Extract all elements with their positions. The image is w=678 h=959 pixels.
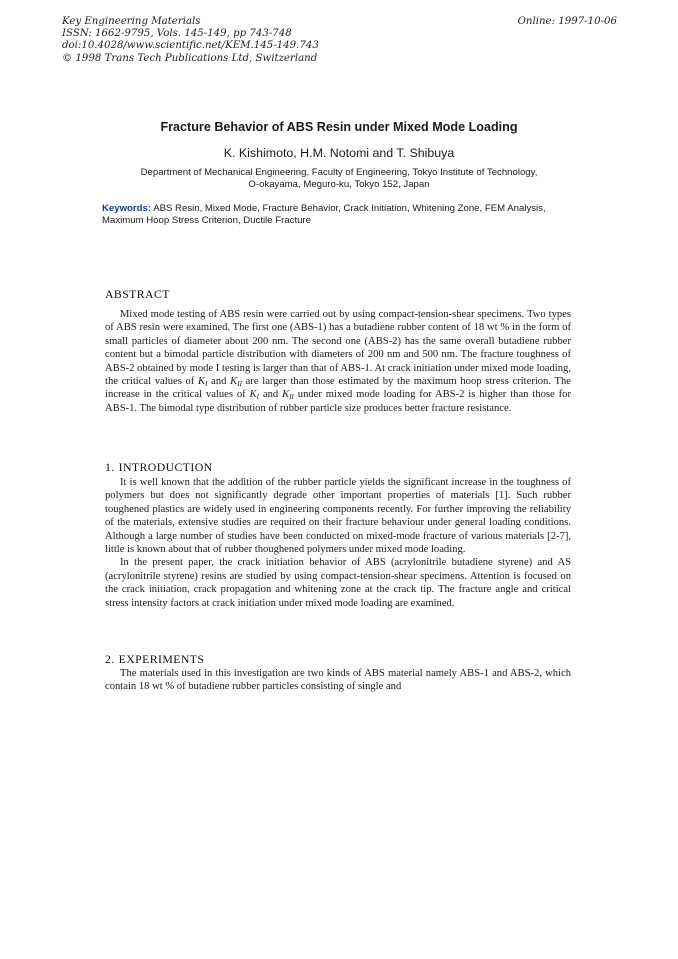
affiliation-line-2: O-okayama, Meguro-ku, Tokyo 152, Japan xyxy=(248,179,430,191)
introduction-number: 1. xyxy=(105,460,115,474)
experiments-text xyxy=(105,667,571,694)
abstract-paragraph xyxy=(105,308,571,415)
keywords-block xyxy=(102,203,580,227)
symbol-K-II xyxy=(230,376,242,387)
introduction-heading xyxy=(105,460,213,475)
journal-header xyxy=(62,16,319,65)
abstract-text-part-1: Mixed mode testing of ABS resin were carried out by using compact-tension-shear specimens. Two types of ABS resin were examined. The first one (ABS-1) has a butadiene rubber content of 18 wt % in the form of small particles of diameter about 200 nm. The second one (ABS-2) has the same overall butadiene rubber content but a bimodal particle distribution with diameters of 200 nm and 500 nm. The fracture toughness of ABS-2 obtained by mode I testing is larger than that of ABS-1. At crack initiation under mixed mode loading, the critical values of xyxy=(105,309,571,388)
abstract-text-part-2: are larger than those estimated by the maximum hoop stress criterion. The increase in the critical values of xyxy=(105,376,571,401)
subscript-I: I xyxy=(256,393,260,402)
online-date-text: Online: 1997-10-06 xyxy=(517,16,617,27)
copyright-line: © 1998 Trans Tech Publications Ltd, Switzerland xyxy=(62,52,318,64)
abstract-and-2: and xyxy=(262,389,279,401)
online-date xyxy=(518,16,617,28)
symbol-K: K xyxy=(198,376,206,388)
experiments-paragraph-1: The materials used in this investigation are two kinds of ABS material namely ABS-1 and ABS-2, which contain 18 wt % of butadiene rubber particles consisting of single and xyxy=(105,668,571,693)
introduction-paragraph-1: It is well known that the addition of the rubber particle yields the significant increase in the toughness of polymers but does not significantly degrade other important properties of materials [1]. Such rubber toughened plastics are widely used in engineering components recently. For further improving the reliability of the materials, extensive studies are required on their fracture behaviour under general loading conditions. Although a large number of studies have been conducted on mixed-mode fracture of various materials [2-7], little is known about that of rubber thoughened polymers under mixed mode loading. xyxy=(105,477,571,556)
abstract-heading: ABSTRACT xyxy=(105,287,170,301)
subscript-II: II xyxy=(289,393,294,402)
subscript-II: II xyxy=(237,380,242,389)
affiliation xyxy=(100,167,578,192)
symbol-K: K xyxy=(230,376,238,388)
keywords-list: ABS Resin, Mixed Mode, Fracture Behavior, Crack Initiation, Whitening Zone, FEM Analysis, Maximum Hoop Stress Criterion, Ductile Fracture xyxy=(102,203,546,226)
affiliation-line-1: Department of Mechanical Engineering, Faculty of Engineering, Tokyo Institute of Technology, xyxy=(140,167,538,178)
symbol-K: K xyxy=(282,389,290,401)
journal-name: Key Engineering Materials xyxy=(62,16,201,27)
doi-line[interactable]: doi:10.4028/www.scientific.net/KEM.145-149.743 xyxy=(62,40,319,52)
experiments-title: EXPERIMENTS xyxy=(118,652,205,666)
introduction-paragraph-2: In the present paper, the crack initiation behavior of ABS (acrylonitrile butadiene styrene) and AS (acrylonitrile styrene) resins are studied by using compact-tension-shear specimens. Attention is focused on the crack initiation, crack propagation and whitening zone at the crack tip. The fracture angle and critical stress intensity factors at crack initiation under mixed mode loading are examined. xyxy=(105,557,571,609)
keywords-label: Keywords: xyxy=(102,203,152,214)
paper-authors: K. Kishimoto, H.M. Notomi and T. Shibuya xyxy=(223,146,455,160)
introduction-text xyxy=(105,476,571,610)
issn-line: ISSN: 1662-9795, Vols. 145-149, pp 743-748 xyxy=(62,28,292,40)
abstract-text-part-3: under mixed mode loading for ABS-2 is higher than those for ABS-1. The bimodal type distribution of rubber particle size produces better fracture resistance. xyxy=(105,389,571,414)
introduction-title: INTRODUCTION xyxy=(118,460,213,474)
paper-title: Fracture Behavior of ABS Resin under Mixed Mode Loading xyxy=(160,120,518,134)
symbol-K-I xyxy=(198,376,207,387)
abstract-and-1: and xyxy=(211,376,227,388)
symbol-K-I xyxy=(250,389,259,400)
abstract-text xyxy=(105,308,571,415)
experiments-heading xyxy=(105,652,204,667)
experiments-number: 2. xyxy=(105,652,115,666)
subscript-I: I xyxy=(205,380,208,389)
symbol-K-II xyxy=(282,389,294,400)
symbol-K: K xyxy=(249,389,257,401)
